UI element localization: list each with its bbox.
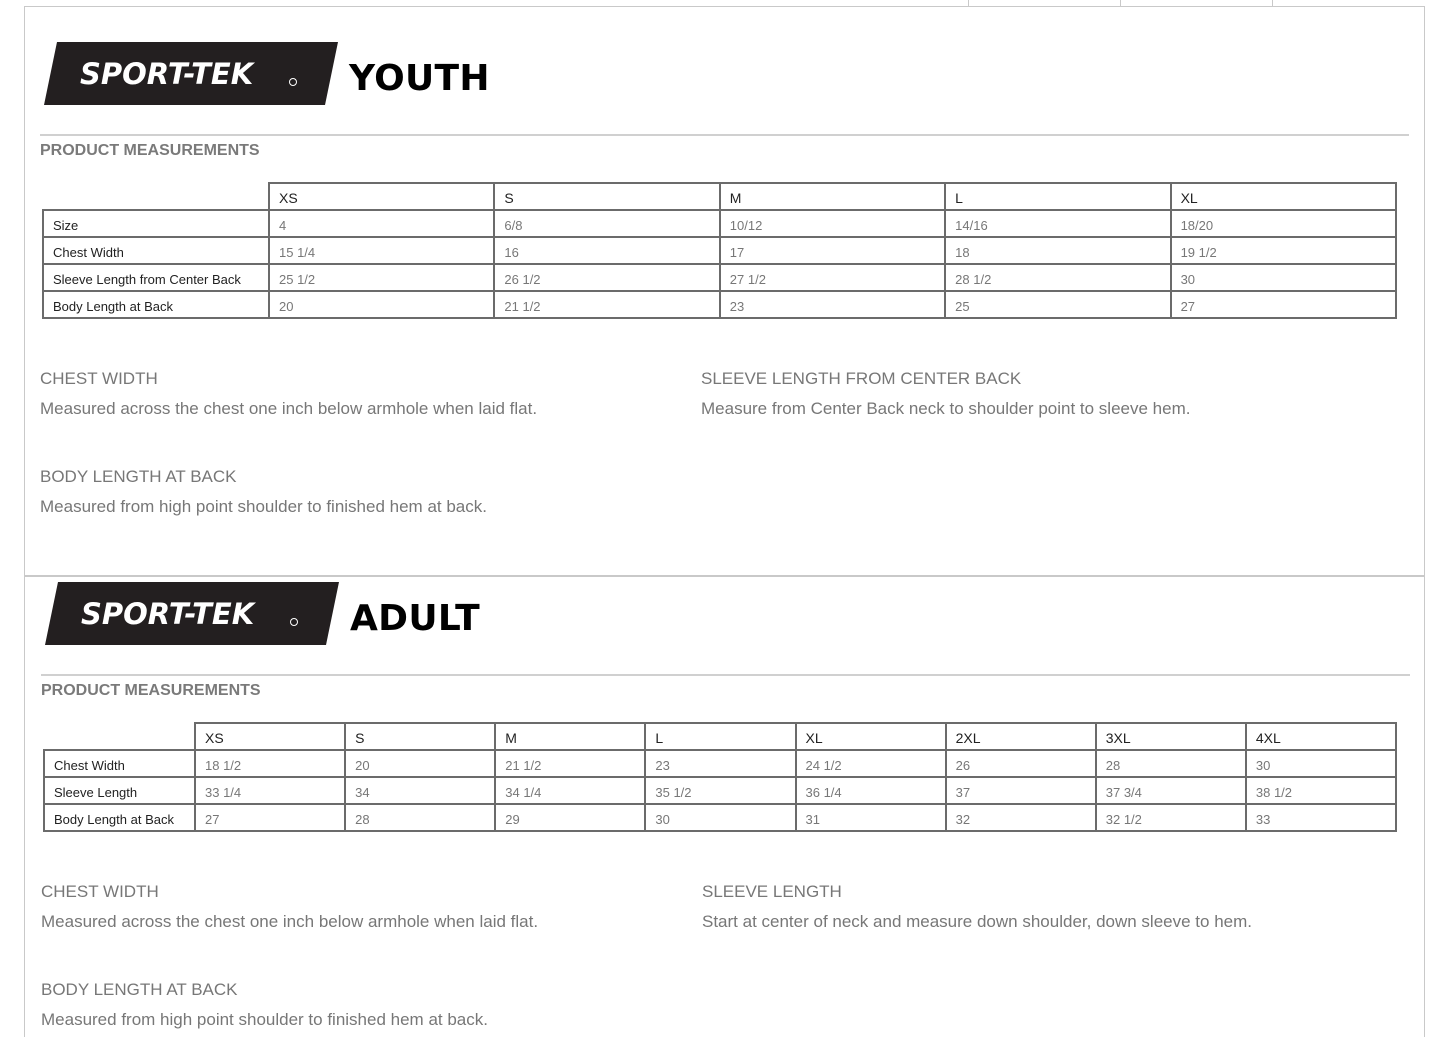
table-corner [44, 723, 195, 750]
measurement-cell: 10/12 [720, 210, 945, 237]
measurement-cell: 23 [645, 750, 795, 777]
measurement-cell: 34 1/4 [495, 777, 645, 804]
measurement-cell: 32 [946, 804, 1096, 831]
measurement-cell: 18/20 [1171, 210, 1396, 237]
row-label: Chest Width [44, 750, 195, 777]
sleeve-length-title: SLEEVE LENGTH [702, 882, 842, 901]
table-row [44, 804, 1396, 831]
size-column-header: M [720, 183, 945, 210]
measurement-cell: 19 1/2 [1171, 237, 1396, 264]
table-row [43, 210, 1396, 237]
measurement-cell: 38 1/2 [1246, 777, 1396, 804]
size-header-row [43, 183, 1396, 210]
row-label: Size [43, 210, 269, 237]
size-column-header: L [945, 183, 1170, 210]
size-column-header: XS [195, 723, 345, 750]
measurement-cell: 27 [1171, 291, 1396, 318]
measurement-cell: 20 [345, 750, 495, 777]
measurement-cell: 18 [945, 237, 1170, 264]
measurement-cell: 21 1/2 [494, 291, 719, 318]
measurement-cell: 36 1/4 [796, 777, 946, 804]
row-label: Body Length at Back [44, 804, 195, 831]
adult-heading: ADULT [350, 598, 481, 639]
table-row [43, 237, 1396, 264]
measurement-cell: 25 [945, 291, 1170, 318]
measurement-cell: 37 3/4 [1096, 777, 1246, 804]
measurement-cell: 26 1/2 [494, 264, 719, 291]
table-row [44, 777, 1396, 804]
table-row [43, 264, 1396, 291]
measurement-cell: 37 [946, 777, 1096, 804]
measurement-cell: 25 1/2 [269, 264, 494, 291]
chest-width-title: CHEST WIDTH [41, 882, 159, 901]
chest-width-text: Measured across the chest one inch below armhole when laid flat. [41, 912, 539, 931]
body-length-title: BODY LENGTH AT BACK [41, 980, 238, 999]
measurement-cell: 28 [345, 804, 495, 831]
measurement-cell: 33 1/4 [195, 777, 345, 804]
measurement-cell: 16 [494, 237, 719, 264]
row-label: Sleeve Length from Center Back [43, 264, 269, 291]
row-label: Sleeve Length [44, 777, 195, 804]
sleeve-length-text: Start at center of neck and measure down shoulder, down sleeve to hem. [702, 912, 1252, 931]
sport-tek-logo-youth [44, 42, 338, 105]
measurement-cell: 31 [796, 804, 946, 831]
measurement-cell: 18 1/2 [195, 750, 345, 777]
chest-width-title: CHEST WIDTH [40, 369, 158, 388]
size-column-header: S [345, 723, 495, 750]
logo-brand-text: SPORT-TEK [80, 57, 254, 91]
body-length-title: BODY LENGTH AT BACK [40, 467, 237, 486]
header-divider [40, 134, 1409, 136]
table-row [44, 750, 1396, 777]
measurement-cell: 28 1/2 [945, 264, 1170, 291]
measurement-cell: 4 [269, 210, 494, 237]
measurement-cell: 35 1/2 [645, 777, 795, 804]
size-column-header: XL [796, 723, 946, 750]
sleeve-length-text: Measure from Center Back neck to shoulder point to sleeve hem. [701, 399, 1191, 418]
size-column-header: XL [1171, 183, 1396, 210]
measurement-cell: 20 [269, 291, 494, 318]
measurement-cell: 14/16 [945, 210, 1170, 237]
measurement-cell: 24 1/2 [796, 750, 946, 777]
size-column-header: 4XL [1246, 723, 1396, 750]
measurement-cell: 17 [720, 237, 945, 264]
size-column-header: 3XL [1096, 723, 1246, 750]
measurement-cell: 27 [195, 804, 345, 831]
measurement-cell: 34 [345, 777, 495, 804]
logo-brand-text: SPORT-TEK [81, 597, 255, 631]
row-label: Chest Width [43, 237, 269, 264]
measurement-cell: 33 [1246, 804, 1396, 831]
youth-measurements-table [42, 182, 1397, 319]
measurement-cell: 30 [1171, 264, 1396, 291]
measurement-cell: 28 [1096, 750, 1246, 777]
section-label: PRODUCT MEASUREMENTS [41, 682, 261, 699]
measurement-cell: 29 [495, 804, 645, 831]
chest-width-text: Measured across the chest one inch below armhole when laid flat. [40, 399, 538, 418]
measurement-cell: 27 1/2 [720, 264, 945, 291]
table-corner [43, 183, 269, 210]
measurement-cell: 23 [720, 291, 945, 318]
size-column-header: XS [269, 183, 494, 210]
section-label: PRODUCT MEASUREMENTS [40, 142, 260, 159]
size-column-header: M [495, 723, 645, 750]
body-length-text: Measured from high point shoulder to finished hem at back. [40, 497, 487, 516]
table-row [43, 291, 1396, 318]
measurement-cell: 30 [645, 804, 795, 831]
youth-heading: YOUTH [349, 58, 490, 99]
size-column-header: 2XL [946, 723, 1096, 750]
size-column-header: S [494, 183, 719, 210]
body-length-text: Measured from high point shoulder to finished hem at back. [41, 1010, 488, 1029]
sport-tek-logo-adult [45, 582, 339, 645]
measurement-cell: 6/8 [494, 210, 719, 237]
size-column-header: L [645, 723, 795, 750]
adult-measurements-table [43, 722, 1397, 832]
measurement-cell: 32 1/2 [1096, 804, 1246, 831]
row-label: Body Length at Back [43, 291, 269, 318]
measurement-cell: 30 [1246, 750, 1396, 777]
sleeve-length-title: SLEEVE LENGTH FROM CENTER BACK [701, 369, 1022, 388]
size-header-row [44, 723, 1396, 750]
header-divider [41, 674, 1410, 676]
measurement-cell: 15 1/4 [269, 237, 494, 264]
measurement-cell: 26 [946, 750, 1096, 777]
measurement-cell: 21 1/2 [495, 750, 645, 777]
